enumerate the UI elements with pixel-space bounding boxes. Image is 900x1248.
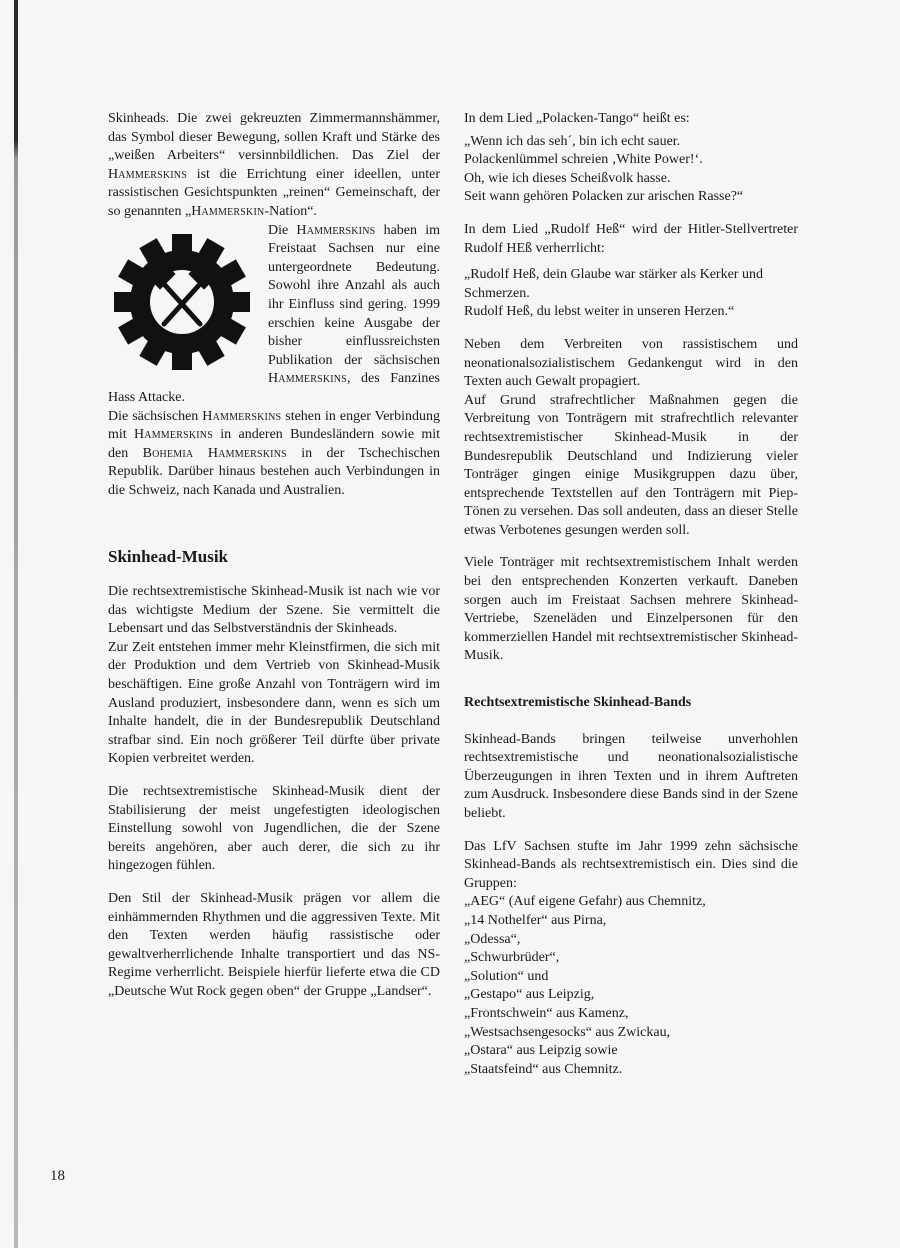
paragraph-importance: Die Hammerskins haben im Freistaat Sachsen nur eine untergeordnete Bedeutung. Sowohl ihre Anzahl als auch ihr Einfluss sind gering. 1999 erschien keine Ausgabe der bisher einflussreichsten Publikation der sächsischen Hammerskins, des Fanzines Hass Attacke. — [108, 222, 440, 405]
list-item: „Westsachsengesocks“ aus Zwickau, — [464, 1024, 671, 1040]
list-item: „Gestapo“ aus Leipzig, — [464, 987, 595, 1003]
scan-edge — [14, 0, 18, 1248]
quote-line: „Rudolf Heß, dein Glaube war stärker als Kerker und Schmerzen. — [464, 267, 763, 301]
list-item: „Frontschwein“ aus Kamenz, — [464, 1005, 629, 1021]
list-item: „Odessa“, — [464, 931, 521, 947]
paragraph-medium: Die rechtsextremistische Skinhead-Musik ist nach wie vor das wichtigste Medium der Szene. Sie vermittelt die Lebensart und das Selbstverständnis der Skinheads. — [108, 584, 440, 637]
paragraph-beep-tones: Auf Grund strafrechtlicher Maßnahmen gegen die Verbreitung von Tonträgern mit strafrechtlich relevanter rechtsextremistischer Skinhead-Musik in der Bundesrepublik Deutschland und Indizierung vieler Tonträger gingen einige Musikgruppen dazu über, entsprechende Textstellen auf den Tonträgern mit Piep-Tönen zu versehen. Das soll andeuten, dass an dieser Stelle etwas Verbotenes gesungen werden soll. — [464, 392, 798, 538]
hammerskins-emblem-icon — [108, 232, 256, 372]
right-column — [464, 110, 798, 1079]
quote-intro-polacken-tango: In dem Lied „Polacken-Tango“ heißt es: — [464, 111, 690, 126]
quote-polacken-tango — [464, 133, 798, 207]
paragraph-distribution: Viele Tonträger mit rechtsextremistischem Inhalt werden bei den entsprechenden Konzerten verkauft. Daneben sorgen auch im Freistaat Sachsen mehrere Skinhead-Vertriebe, Szeneläden und Einzelpersonen für den kommerziellen Handel mit rechtsextremistischer Skinhead-Musik. — [464, 555, 798, 664]
page-number: 18 — [50, 1168, 65, 1184]
left-column — [108, 110, 440, 1002]
paragraph-lfv: Das LfV Sachsen stufte im Jahr 1999 zehn sächsische Skinhead-Bands als rechtsextremistisch ein. Dies sind die Gruppen: — [464, 838, 798, 891]
quote-line: Seit wann gehören Polacken zur arischen Rasse?“ — [464, 189, 744, 205]
paragraph-connections: Die sächsischen Hammerskins stehen in enger Verbindung mit Hammerskins in anderen Bundesländern sowie mit den Bohemia Hammerskins in der Tschechischen Republik. Darüber hinaus bestehen auch Verbindungen in die Schweiz, nach Kanada und Australien. — [108, 408, 440, 498]
section-heading-skinhead-bands: Rechtsextremistische Skinhead-Bands — [464, 695, 692, 711]
quote-line: Rudolf Heß, du lebst weiter in unseren Herzen.“ — [464, 304, 735, 320]
paragraph-firms: Zur Zeit entstehen immer mehr Kleinstfirmen, die sich mit der Produktion und dem Vertrieb von Skinhead-Musik beschäftigen. Eine große Anzahl von Tonträgern wird im Ausland produziert, insbesondere dann, wenn es sich um Inhalte handelt, die in der Bundesrepublik Deutschland strafbar sind. Ein noch größerer Teil dürfte über private Kopien verbreitet werden. — [108, 639, 440, 767]
list-item: „Solution“ und — [464, 968, 549, 984]
paragraph-violence: Neben dem Verbreiten von rassistischem und neonationalsozialistischem Gedankengut wird in den Texten auch Gewalt propagiert. — [464, 336, 798, 390]
list-item: „Staatsfeind“ aus Chemnitz. — [464, 1061, 623, 1077]
section-heading-skinhead-musik: Skinhead-Musik — [108, 547, 228, 567]
quote-line: Oh, wie ich dieses Scheißvolk hasse. — [464, 170, 671, 186]
list-item: „Ostara“ aus Leipzig sowie — [464, 1043, 618, 1059]
paragraph-stabilisation: Die rechtsextremistische Skinhead-Musik dient der Stabilisierung der meist ungefestigten ideologischen Einstellung sowohl von Jugendlichen, die der Szene bereits angehören, aber auch derer, die sich zu ihr hingezogen fühlen. — [108, 784, 440, 874]
list-item: „14 Nothelfer“ aus Pirna, — [464, 912, 607, 928]
band-list — [464, 893, 798, 1079]
list-item: „Schwurbrüder“, — [464, 950, 560, 966]
paragraph-style: Den Stil der Skinhead-Musik prägen vor allem die einhämmernden Rhythmen und die aggressiven Texte. Mit den Texten werden häufig rassistische oder gewaltverherrlichende Inhalte transportiert und das NS-Regime verherrlicht. Beispiele hierfür lieferte etwa die CD „Deutsche Wut Rock gegen oben“ der Gruppe „Landser“. — [108, 890, 440, 999]
quote-line: „Wenn ich das seh´, bin ich echt sauer. — [464, 133, 681, 149]
quote-intro-rudolf-hess: In dem Lied „Rudolf Heß“ wird der Hitler-Stellvertreter Rudolf HEß verherrlicht: — [464, 221, 798, 256]
list-item: „AEG“ (Auf eigene Gefahr) aus Chemnitz, — [464, 894, 706, 910]
quote-line: Polackenlümmel schreien ‚White Power!‘. — [464, 152, 703, 168]
quote-rudolf-hess — [464, 266, 798, 322]
paragraph-symbol: Skinheads. Die zwei gekreuzten Zimmermannshämmer, das Symbol dieser Bewegung, sollen Kraft und Stärke des „weißen Arbeiters“ versinnbildlichen. Das Ziel der Hammerskins ist die Errichtung einer ideellen, unter rassistischen Gesichtspunkten „reinen“ Gemeinschaft, der so genannten „Hammerskin-Nation“. — [108, 111, 440, 219]
paragraph-bands: Skinhead-Bands bringen teilweise unverhohlen rechtsextremistische und neonationalsozialistische Überzeugungen in ihren Texten und in ihrem Auftreten zum Ausdruck. Insbesondere diese Bands sind in der Szene beliebt. — [464, 731, 798, 821]
